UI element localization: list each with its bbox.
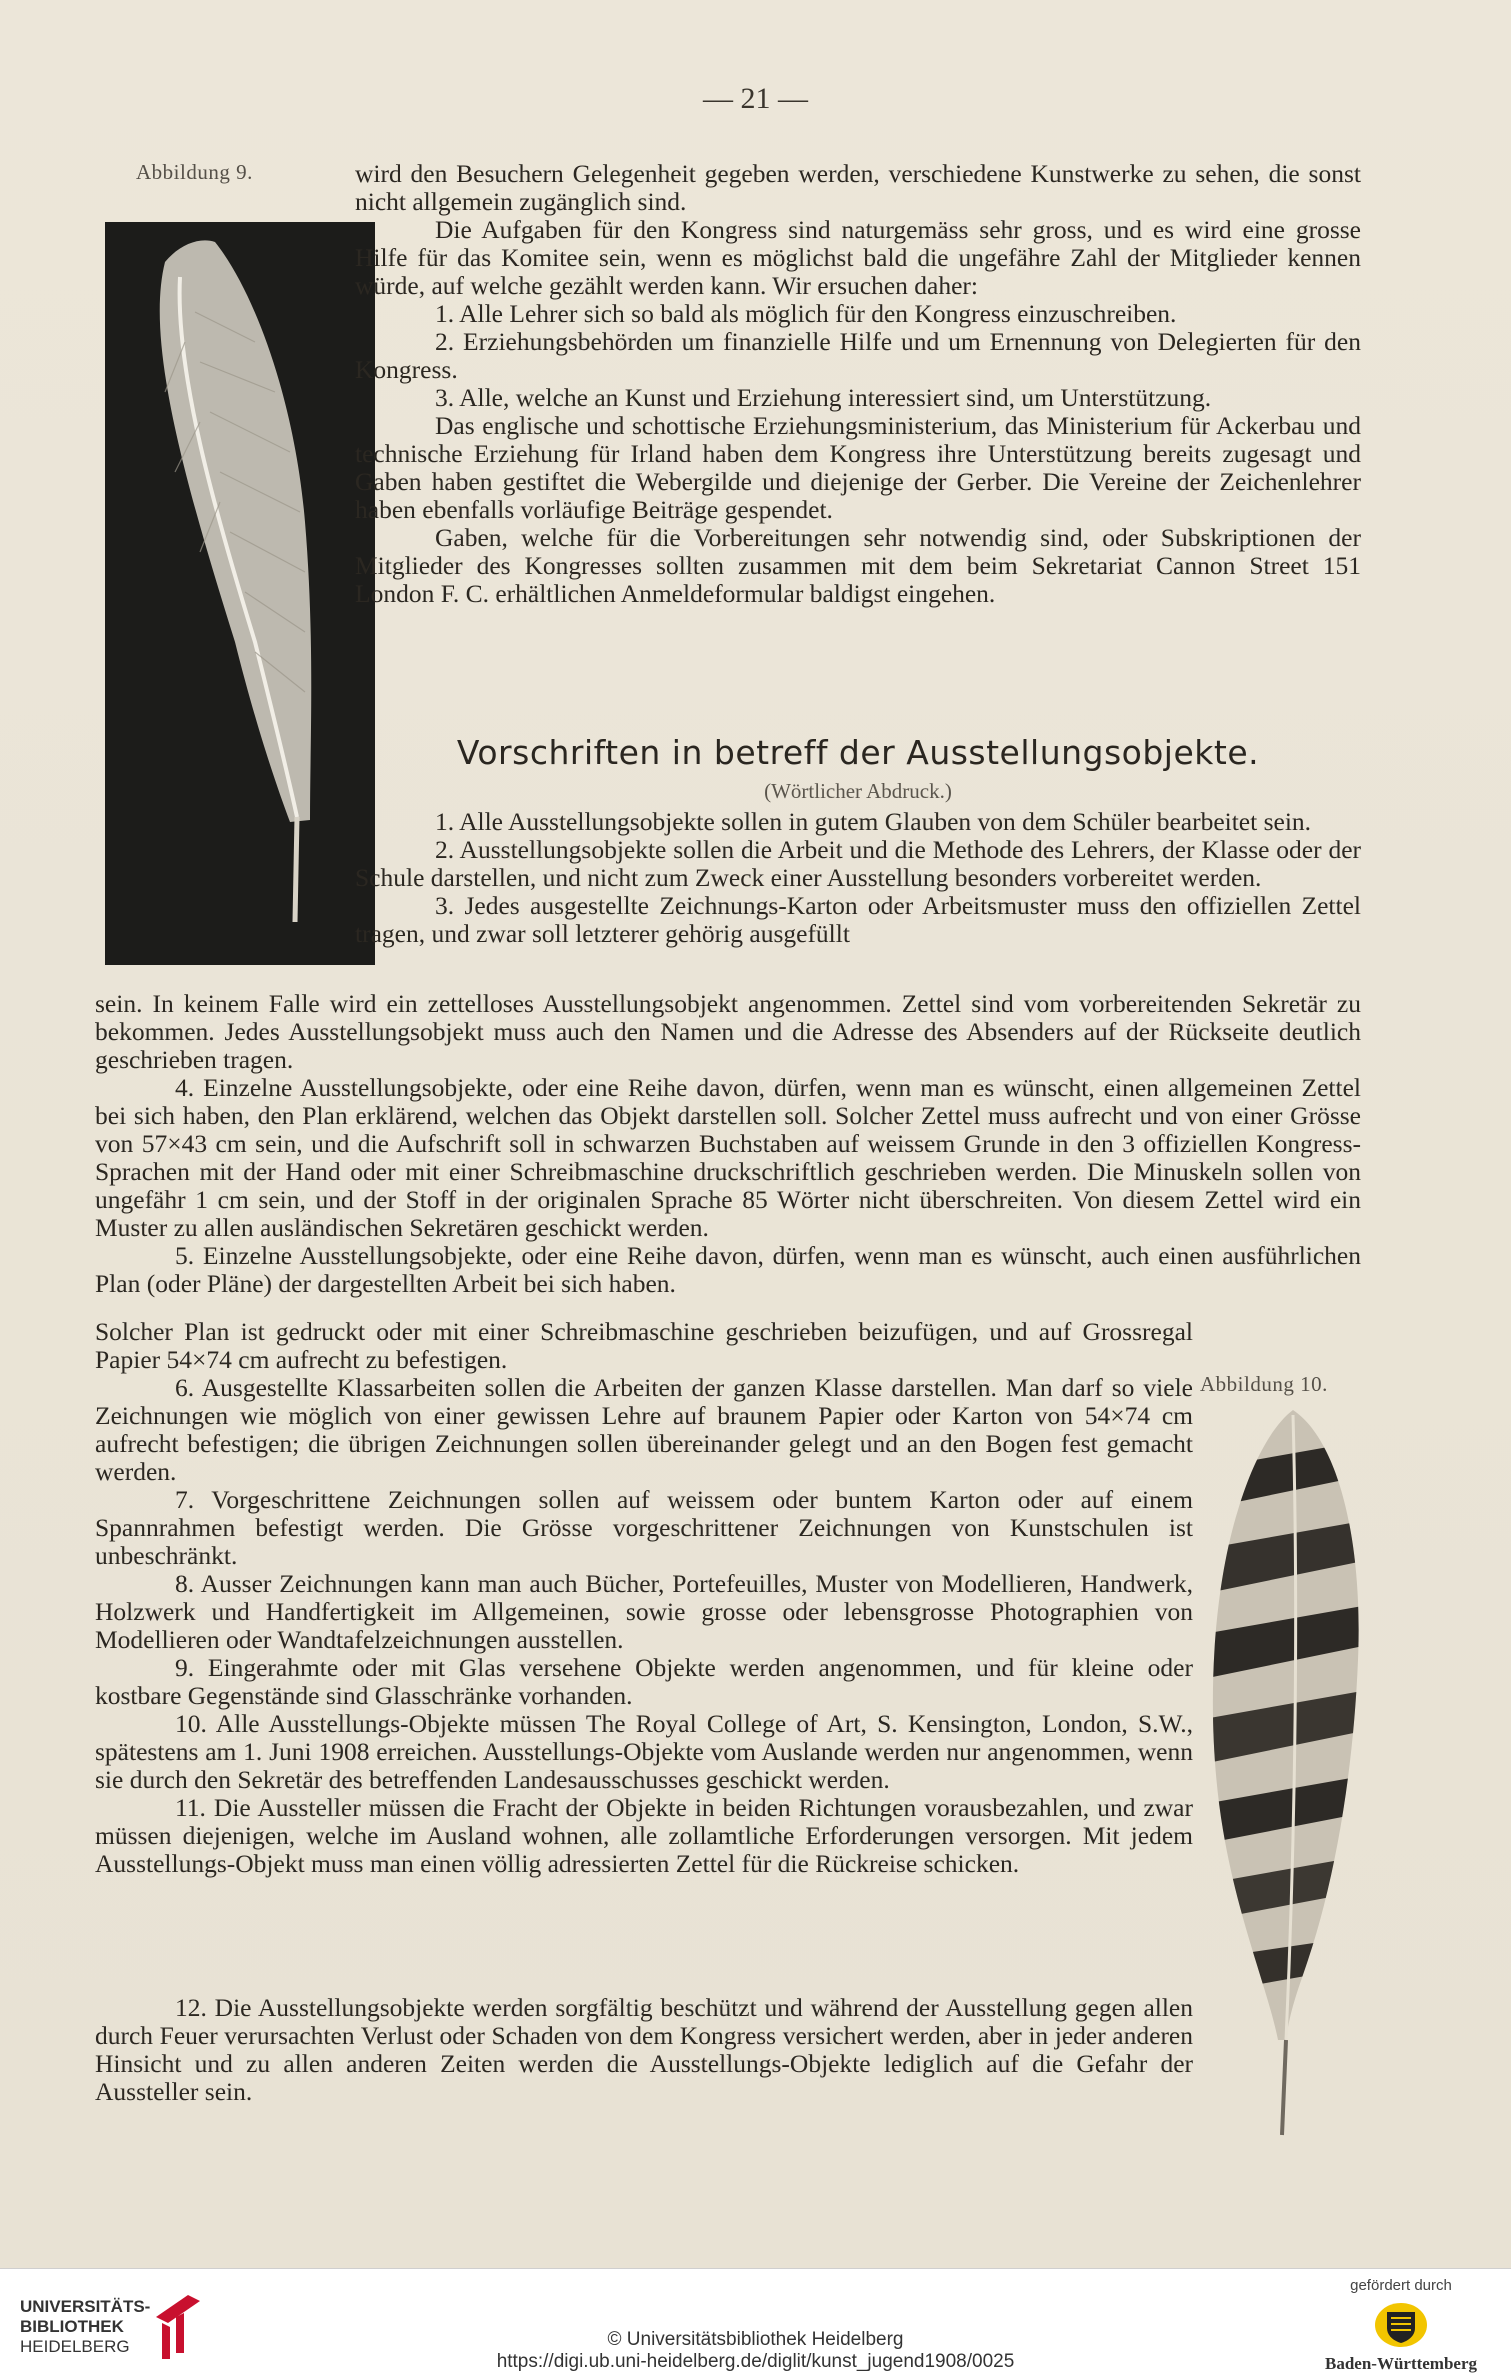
section-subheading: (Wörtlicher Abdruck.) [764,779,952,803]
paragraph: Das englische und schottische Erziehungsministerium, das Ministerium für Ackerbau und technische Erziehung für Irland haben dem Kongress ihre Unterstützung bereits zugesagt und Gaben haben gestiftet die Webergilde und diejenige der Gerber. Die Vereine der Zeichenlehrer haben ebenfalls vorläufige Beiträge gespendet. [355,411,1361,524]
list-item: 9. Eingerahmte oder mit Glas versehene Objekte werden angenommen, und für kleine oder kostbare Gegenstände sind Glasschränke vorhanden. [95,1653,1193,1710]
section-heading: Vorschriften in betreff der Ausstellungsobjekte. [456,733,1260,772]
list-item: 5. Einzelne Ausstellungsobjekte, oder eine Reihe davon, dürfen, wenn man es wünscht, auch einen ausführlichen Plan (oder Pläne) der dargestellten Arbeit bei sich haben. [95,1241,1361,1298]
library-name-line-1: UNIVERSITÄTS- [20,2297,151,2316]
copyright-notice [0,2329,1511,2373]
page-number: — 21 — [703,82,808,115]
list-item: 11. Die Aussteller müssen die Fracht der Objekte in beiden Richtungen vorausbezahlen, und zwar müssen diejenigen, welche im Ausland wohnen, alle zollamtliche Erforderungen versorgen. Mit jedem Ausstellungs-Objekt muss man einen völlig adressierten Zettel für die Rückreise schicken. [95,1793,1193,1878]
list-item: 1. Alle Lehrer sich so bald als möglich für den Kongress einzuschreiben. [435,299,1177,328]
library-name-line-2: BIBLIOTHEK [20,2317,124,2336]
intro-text [355,160,1361,608]
paragraph: Die Aufgaben für den Kongress sind naturgemäss sehr gross, und es wird eine grosse Hilfe für das Komitee sein, wenn es möglichst bald die ungefähre Zahl der Mitglieder kennen würde, auf welche gezählt werden kann. Wir ersuchen daher: [355,215,1361,300]
list-item: 1. Alle Ausstellungsobjekte sollen in gutem Glauben von dem Schüler bearbeitet sein. [435,807,1312,836]
state-crest-icon [1373,2300,1429,2350]
rules-text-full-width [95,990,1361,1298]
paragraph: Solcher Plan ist gedruckt oder mit einer Schreibmaschine geschrieben beizufügen, und auf Grossregal Papier 54×74 cm aufrecht zu befestigen. [95,1317,1193,1374]
figure-9-caption: Abbildung 9. [136,160,253,184]
list-item: 10. Alle Ausstellungs-Objekte müssen The Royal College of Art, S. Kensington, London, S.W., spätestens am 1. Juni 1908 erreichen. Ausstellungs-Objekte vom Auslande werden nur angenommen, wenn sie durch den Sekretär des betreffenden Landesausschusses geschickt werden. [95,1709,1193,1794]
rules-text-bottom [95,1994,1193,2106]
list-item: 2. Erziehungsbehörden um finanzielle Hilfe und um Ernennung von Delegierten für den Kongress. [355,327,1361,384]
paragraph: wird den Besuchern Gelegenheit gegeben werden, verschiedene Kunstwerke zu sehen, die sonst nicht allgemein zugänglich sind. [355,159,1361,216]
funding-notice [1321,2277,1481,2374]
feather-image-figure-9 [105,222,375,965]
figure-10-caption: Abbildung 10. [1200,1372,1328,1396]
library-name-line-3: HEIDELBERG [20,2337,130,2356]
list-item: 7. Vorgeschrittene Zeichnungen sollen auf weissem oder buntem Karton oder auf einem Spannrahmen befestigt werden. Die Grösse vorgeschrittener Zeichnungen von Kunstschulen ist unbeschränkt. [95,1485,1193,1570]
list-item: 3. Jedes ausgestellte Zeichnungs-Karton oder Arbeitsmuster muss den offiziellen Zettel tragen, und zwar soll letzterer gehörig ausgefüllt [355,891,1361,948]
paragraph: sein. In keinem Falle wird ein zettelloses Ausstellungsobjekt angenommen. Zettel sind vom vorbereitenden Sekretär zu bekommen. Jedes Ausstellungsobjekt muss auch den Namen und die Adresse des Absenders auf der Rückseite deutlich geschrieben tragen. [95,989,1361,1074]
copyright-text: © Universitätsbibliothek Heidelberg [607,2329,904,2350]
paragraph: Gaben, welche für die Vorbereitungen sehr notwendig sind, oder Subskriptionen der Mitglieder des Kongresses sollten zusammen mit dem beim Sekretariat Cannon Street 151 London F. C. erhältlichen Anmeldeformular baldigst eingehen. [355,523,1361,608]
list-item: 6. Ausgestellte Klassarbeiten sollen die Arbeiten der ganzen Klasse darstellen. Man darf so viele Zeichnungen wie möglich von einer gewissen Lehre auf braunem Papier oder Karton von 54×74 cm aufrecht befestigen; die übrigen Zeichnungen sollen übereinander gelegt und an den Bogen fest gemacht werden. [95,1373,1193,1486]
list-item: 2. Ausstellungsobjekte sollen die Arbeit und die Methode des Lehrers, der Klasse oder der Schule darstellen, und nicht zum Zweck einer Ausstellung besonders vorbereitet werden. [355,835,1361,892]
list-item: 3. Alle, welche an Kunst und Erziehung interessiert sind, um Unterstützung. [435,383,1212,412]
state-name: Baden-Württemberg [1324,2354,1478,2373]
list-item: 4. Einzelne Ausstellungsobjekte, oder eine Reihe davon, dürfen, wenn man es wünscht, einen allgemeinen Zettel bei sich haben, den Plan erklärend, welchen das Objekt darstellen soll. Solcher Zettel muss aufrecht und von einer Grösse von 57×43 cm sein, und die Aufschrift soll in schwarzen Buchstaben auf weissem Grunde in den 3 offiziellen Kongress-Sprachen mit der Hand oder mit einer Schreibmaschine druckschriftlich geschrieben werden. Die Minuskeln sollen von ungefähr 1 cm sein, und der Stoff in der originalen Sprache 85 Wörter nicht überschreiten. Von diesem Zettel wird ein Muster zu allen ausländischen Sekretären geschickt werden. [95,1073,1361,1242]
list-item: 12. Die Ausstellungsobjekte werden sorgfältig beschützt und während der Ausstellung gegen allen durch Feuer verursachten Verlust oder Schaden von dem Kongress versichert werden, aber in jeder anderen Hinsicht und zu allen anderen Zeiten werden die Ausstellungs-Objekte lediglich auf die Gefahr der Aussteller sein. [95,1993,1193,2106]
funded-by-label: gefördert durch [1350,2277,1452,2294]
rules-text-narrow [95,1318,1193,1878]
rules-text-top [355,808,1361,948]
list-item: 8. Ausser Zeichnungen kann man auch Bücher, Portefeuilles, Muster von Modellieren, Handwerk, Holzwerk und Handfertigkeit im Allgemeinen, sowie grosse oder lebensgrosse Photographien von Modellieren oder Wandtafelzeichnungen ausstellen. [95,1569,1193,1654]
striped-feather-image-figure-10 [1198,1400,1368,2145]
library-footer [0,2268,1511,2377]
permalink[interactable]: https://digi.ub.uni-heidelberg.de/diglit/kunst_jugend1908/0025 [496,2351,1015,2372]
